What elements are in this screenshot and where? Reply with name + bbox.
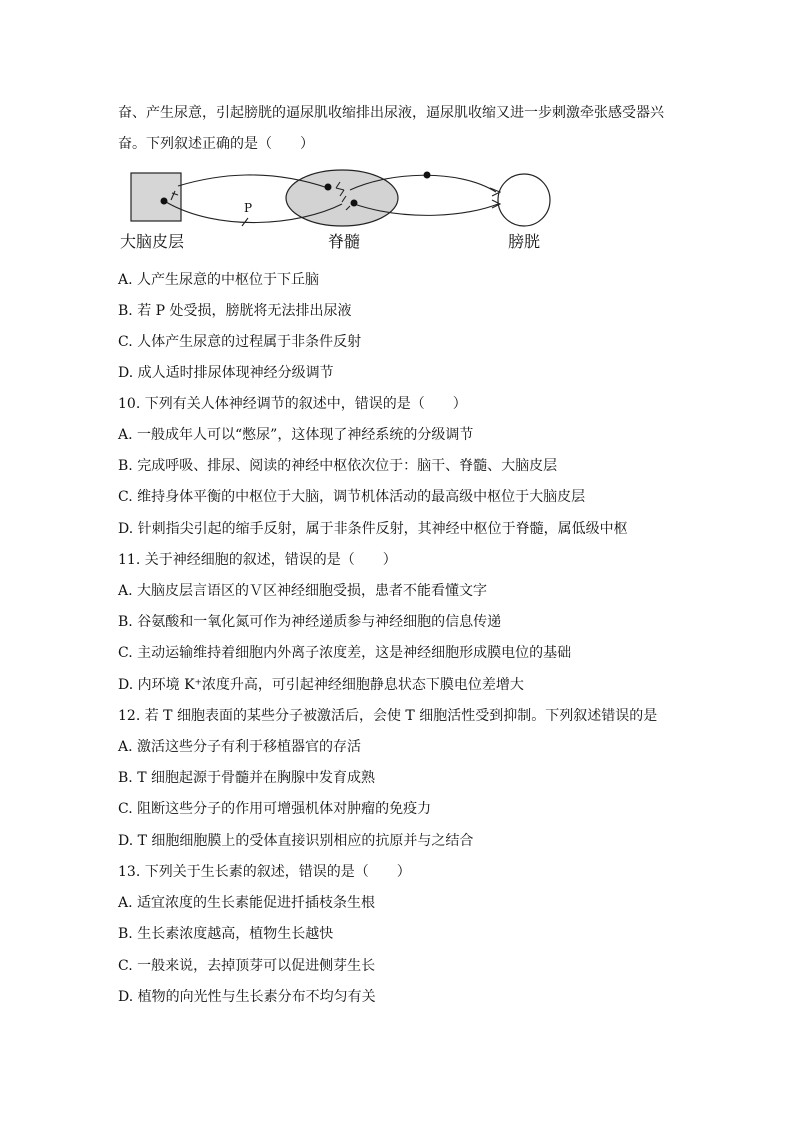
spinal-neuron-lower (351, 200, 358, 207)
q13-stem: 13. 下列关于生长素的叙述，错误的是（ ） (118, 864, 411, 880)
q13-option-a: A. 适宜浓度的生长素能促进扦插枝条生根 (118, 895, 376, 911)
cortex-neuron (161, 198, 168, 205)
label-bladder: 膀胱 (508, 232, 541, 251)
q10-option-c: C. 维持身体平衡的中枢位于大脑，调节机体活动的最高级中枢位于大脑皮层 (118, 489, 586, 505)
cortex-box (131, 173, 181, 221)
q10-option-b: B. 完成呼吸、排尿、阅读的神经中枢依次位于：脑干、脊髓、大脑皮层 (118, 458, 558, 474)
spinal-neuron-upper (325, 184, 332, 191)
q11-option-b: B. 谷氨酸和一氧化氮可作为神经递质参与神经细胞的信息传递 (118, 614, 502, 630)
q9-option-d: D. 成人适时排尿体现神经分级调节 (118, 365, 334, 381)
q12-option-b: B. T 细胞起源于骨髓并在胸腺中发育成熟 (118, 770, 375, 786)
q9-option-c: C. 人体产生尿意的过程属于非条件反射 (118, 334, 362, 350)
q13-option-b: B. 生长素浓度越高，植物生长越快 (118, 926, 334, 942)
q9-stem-line-1: 奋、产生尿意，引起膀胱的逼尿肌收缩排出尿液，逼尿肌收缩又进一步刺激牵张感受器兴 (118, 105, 664, 121)
label-spinal-cord: 脊髓 (328, 232, 361, 251)
afferent-neuron (424, 172, 431, 179)
q12-option-a: A. 激活这些分子有利于移植器官的存活 (118, 739, 362, 755)
label-cerebral-cortex: 大脑皮层 (120, 232, 185, 251)
q9-option-b: B. 若 P 处受损，膀胱将无法排出尿液 (118, 303, 352, 319)
label-p: P (244, 201, 253, 215)
q13-option-d: D. 植物的向光性与生长素分布不均匀有关 (118, 989, 376, 1005)
q9-option-a: A. 人产生尿意的中枢位于下丘脑 (118, 272, 320, 288)
q12-stem: 12. 若 T 细胞表面的某些分子被激活后，会使 T 细胞活性受到抑制。下列叙述错误的是 (118, 708, 658, 724)
q11-stem: 11. 关于神经细胞的叙述，错误的是（ ） (118, 552, 397, 568)
q13-option-c: C. 一般来说，去掉顶芽可以促进侧芽生长 (118, 958, 376, 974)
bladder-circle (498, 174, 550, 226)
q11-option-a: A. 大脑皮层言语区的Ｖ区神经细胞受损，患者不能看懂文字 (118, 583, 488, 599)
q10-option-d: D. 针刺指尖引起的缩手反射，属于非条件反射，其神经中枢位于脊髓，属低级中枢 (118, 521, 628, 537)
q10-stem: 10. 下列有关人体神经调节的叙述中，错误的是（ ） (118, 396, 467, 412)
q11-option-d: D. 内环境 K⁺浓度升高，可引起神经细胞静息状态下膜电位差增大 (118, 677, 524, 693)
reflex-arc-diagram (118, 166, 558, 258)
q11-option-c: C. 主动运输维持着细胞内外离子浓度差，这是神经细胞形成膜电位的基础 (118, 645, 572, 661)
q10-option-a: A. 一般成年人可以“憋尿”，这体现了神经系统的分级调节 (118, 427, 474, 443)
q12-option-c: C. 阻断这些分子的作用可增强机体对肿瘤的免疫力 (118, 801, 432, 817)
q12-option-d: D. T 细胞细胞膜上的受体直接识别相应的抗原并与之结合 (118, 833, 474, 849)
q9-stem-line-2: 奋。下列叙述正确的是（ ） (118, 136, 314, 152)
